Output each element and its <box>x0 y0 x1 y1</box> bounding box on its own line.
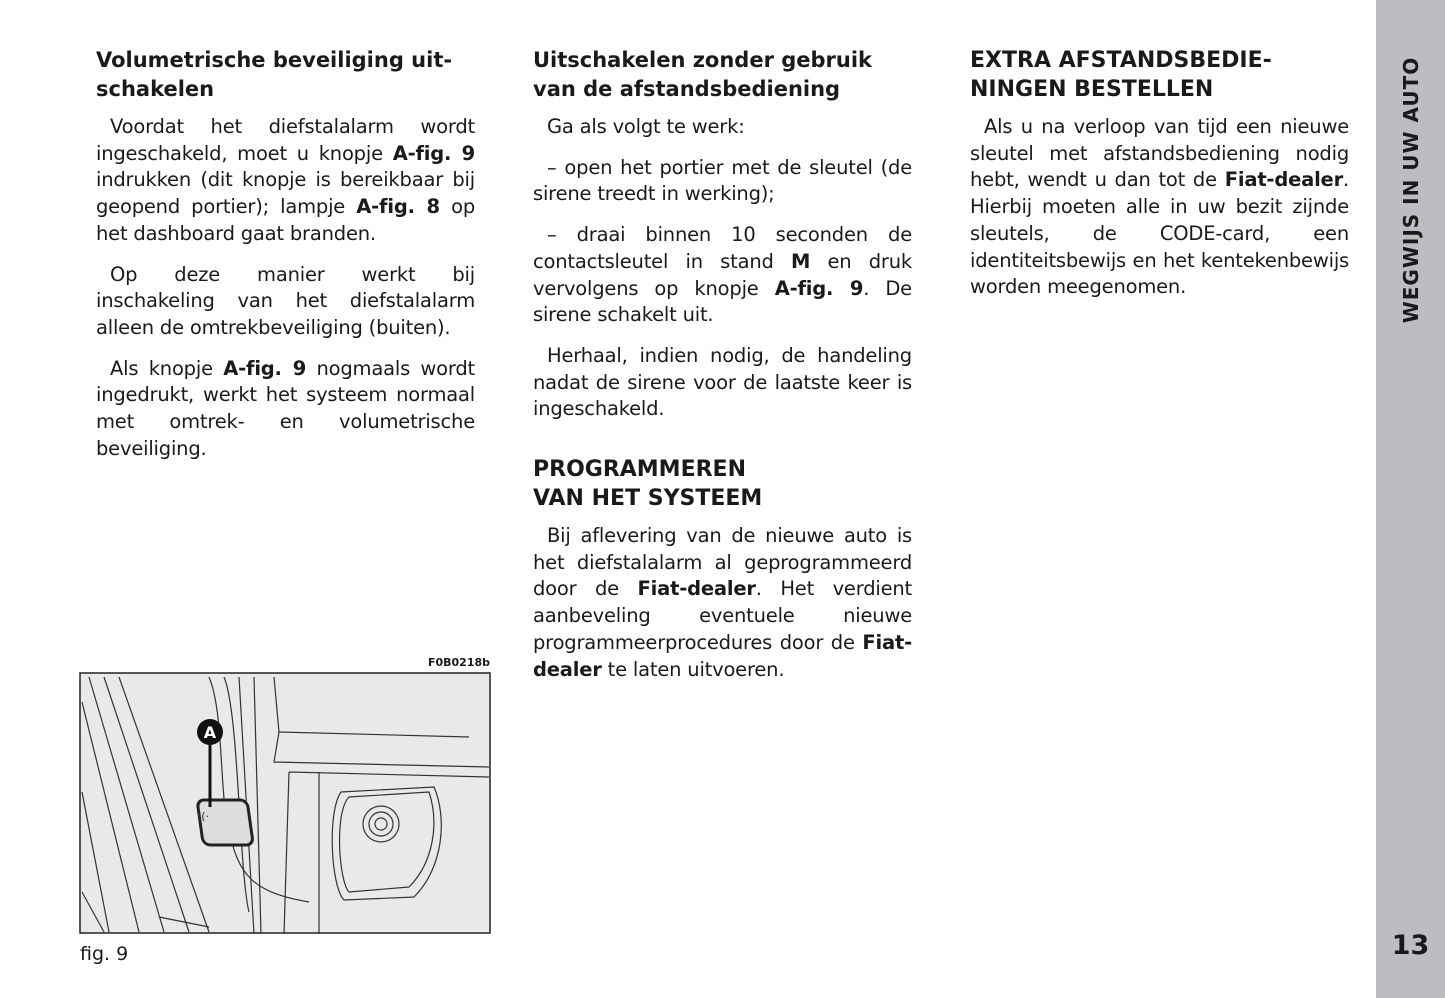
text-run: en druk vervolgens op knopje <box>533 249 913 300</box>
text-run: . Het verdient aanbeveling eventuele nieuwe programmeerprocedures door de <box>533 577 912 654</box>
paragraph <box>533 114 912 141</box>
column-3 <box>970 46 1349 315</box>
heading-line: VAN HET SYSTEEM <box>533 486 763 512</box>
section-heading <box>533 455 912 513</box>
paragraph <box>96 114 475 248</box>
text-run: Als knopje <box>110 356 224 380</box>
svg-text:((·: ((· <box>197 810 210 823</box>
figure-caption: fig. 9 <box>80 943 129 965</box>
chapter-title: WEGWIJS IN UW AUTO <box>1398 56 1423 324</box>
bold-reference: A-fig. 8 <box>356 195 440 219</box>
bold-reference: A-fig. 9 <box>774 276 864 300</box>
paragraph <box>533 222 912 329</box>
text-run: Als u na verloop van tijd een nieuwe sleutel met afstandsbediening nodig hebt, wendt u dan tot de <box>970 115 1349 192</box>
text-run: Voordat het diefstalalarm wordt ingeschakeld, moet u knopje <box>96 115 475 165</box>
bold-reference: Fiat-dealer <box>637 577 756 601</box>
text-run: Herhaal, indien nodig, de handeling nadat de sirene voor de laatste keer is ingeschakeld. <box>533 343 912 421</box>
column-2 <box>533 46 912 697</box>
paragraph <box>533 523 912 683</box>
heading-line: NINGEN BESTELLEN <box>970 77 1214 102</box>
callout-a: A <box>203 723 217 742</box>
text-run: op het dashboard gaat branden. <box>96 195 475 245</box>
bold-reference: M <box>790 249 811 273</box>
text-run: Ga als volgt te werk: <box>547 115 745 138</box>
bold-reference: A-fig. 9 <box>392 141 475 165</box>
paragraph <box>970 114 1349 301</box>
heading-line: van de afstandsbediening <box>533 77 841 101</box>
heading-line: Uitschakelen zonder gebruik <box>533 48 873 72</box>
paragraph <box>96 262 475 342</box>
text-run: Bij aflevering van de nieuwe auto is het diefstalalarm al geprogrammeerd door de <box>533 524 912 601</box>
bold-reference: A-fig. 9 <box>223 356 307 380</box>
heading-line: schakelen <box>96 77 215 101</box>
text-run: . Hierbij moeten alle in uw bezit zijnde sleutels, de CODE-card, een identiteitsbewijs en het kentekenbewijs worden meegenomen. <box>970 168 1349 299</box>
text-run: Op deze manier werkt bij inschakeling van het diefstalalarm alleen de omtrekbeveiliging (buiten). <box>96 262 475 339</box>
heading-line: Volumetrische beveiliging uit- <box>96 48 453 72</box>
page-number: 13 <box>1391 930 1430 961</box>
paragraph <box>96 356 475 463</box>
chapter-sidebar <box>1376 0 1445 998</box>
paragraph <box>533 343 912 423</box>
spacer <box>533 437 912 455</box>
heading-line: EXTRA AFSTANDSBEDIE- <box>970 48 1272 73</box>
text-run: – open het portier met de sleutel (de sirene treedt in werking); <box>533 155 912 206</box>
figure-9-illustration <box>79 672 491 934</box>
column-1 <box>96 46 475 476</box>
text-run: . De sirene schakelt uit. <box>533 276 912 327</box>
paragraph <box>533 155 912 208</box>
text-run: indrukken (dit knopje is bereikbaar bij geopend portier); lampje <box>96 168 475 219</box>
section-heading <box>96 46 475 104</box>
section-heading <box>970 46 1349 104</box>
text-run: – draai binnen 10 seconden de contactsleutel in stand <box>533 223 912 273</box>
section-heading <box>533 46 912 104</box>
bold-reference: Fiat-dealer <box>533 630 912 681</box>
bold-reference: Fiat-dealer <box>1224 168 1343 192</box>
figure-code: F0B0218b <box>427 656 490 669</box>
heading-line: PROGRAMMEREN <box>533 457 746 483</box>
text-run: nogmaals wordt ingedrukt, werkt het systeem normaal met omtrek- en volumetrische beveiliging. <box>96 356 475 460</box>
text-run: te laten uitvoeren. <box>601 657 785 681</box>
